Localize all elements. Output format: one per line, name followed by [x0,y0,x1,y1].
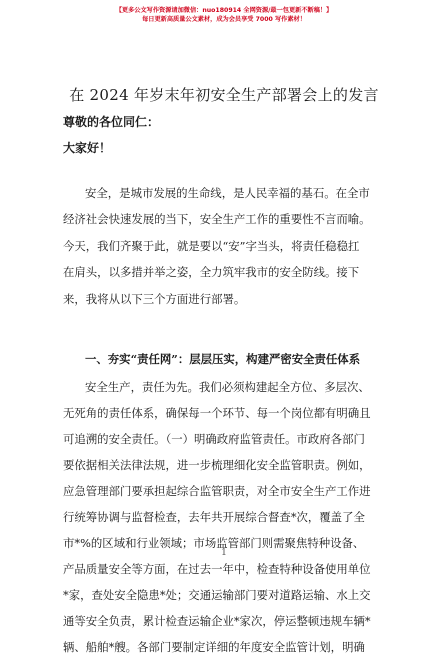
text-run: 市*%的区域和行业领域；市场监管部门则需聚焦特种设备、 [63,536,365,551]
paragraph-line [63,458,385,472]
paragraph-line [63,588,385,602]
text-run: 要依据相关法律法规，进一步梳理细化安全监管职责。例如， [63,458,371,473]
text-run: 可追溯的安全责任。（一）明确政府监管责任。市政府各部门 [63,432,365,447]
promo-banner-line-2: 每日更新高质量公文素材，成为会员享受 7000 写作素材！ [142,16,306,23]
text-run: 产品质量安全等方面，在过去一年中，检查特种设备使用单位 [63,562,371,577]
text-run: 经济社会快速发展的当下，安全生产工作的重要性不言而喻。 [63,212,371,227]
text-run: 通等安全负责，累计检查运输企业*家次，停运整顿违规车辆* [63,614,371,629]
paragraph-line [63,614,385,628]
paragraph-line [63,640,385,654]
text-run: 无死角的责任体系，确保每一个环节、每一个岗位都有明确且 [63,406,371,421]
paragraph-line [63,380,385,394]
paragraph-line [63,432,385,446]
promo-banner-line-1: 【更多公文写作资源请加微信：nuo180914 全网资源/最一包更新不断稿！】 [115,7,333,14]
paragraph-line [63,212,385,226]
text-run: 安全，是城市发展的生命线，是人民幸福的基石。在全市 [85,186,370,200]
document-title: 在 2024 年岁末年初安全生产部署会上的发言 [69,86,379,104]
text-run: 安全生产，责任为先。我们必须构建起全方位、多层次、 [85,380,370,394]
paragraph-line [63,406,385,420]
paragraph-line [63,292,385,306]
text-run: *家，查处安全隐患*处；交通运输部门要对道路运输、水上交 [63,588,371,603]
paragraph-line [63,510,385,524]
page-number: 1 [221,548,227,558]
salutation: 尊敬的各位同仁： [63,115,160,129]
paragraph-line [63,265,385,279]
text-run: 今天，我们齐聚于此，就是要以“安”字当头，将责任稳稳扛 [63,238,360,253]
paragraph-line [63,484,385,498]
greeting: 大家好！ [63,141,112,155]
text-run: 来，我将从以下三个方面进行部署。 [63,291,246,306]
text-run: 行统筹协调与监督检查，去年共开展综合督查*次，覆盖了全 [63,510,365,525]
text-run: 辆、船舶*艘。各部门要制定详细的年度安全监管计划，明确 [63,640,365,654]
text-run: 应急管理部门要承担起综合监管职责，对全市安全生产工作进 [63,484,371,499]
paragraph-line [63,562,385,576]
paragraph-line [63,239,385,253]
section-heading-1: 一、夯实“责任网”：层层压实，构建严密安全责任体系 [85,352,361,366]
text-run: 在肩头，以多措并举之姿，全力筑牢我市的安全防线。接下 [63,265,360,280]
paragraph-line [63,186,385,200]
